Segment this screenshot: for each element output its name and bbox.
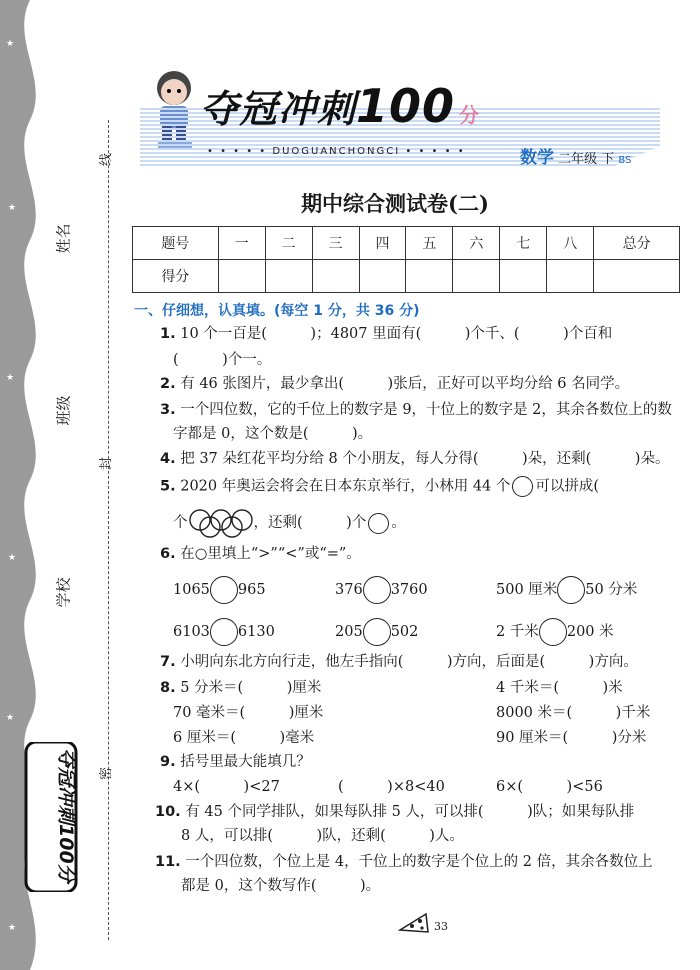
compare-item: 1065 965 (173, 576, 266, 604)
question-9-item: ( )×8<40 (338, 779, 445, 795)
page-title: 期中综合测试卷(二) (301, 191, 489, 216)
score-cell[interactable] (406, 260, 453, 293)
score-value-row (133, 260, 680, 293)
side-logo (18, 742, 88, 892)
binding-margin (0, 0, 118, 970)
page-number: 33 (434, 920, 448, 933)
compare-item: 376 3760 (335, 576, 428, 604)
question-5: 5. 2020 年奥运会将会在日本东京举行，小林用 44 个 可以拼成( (160, 476, 599, 497)
subject-name: 数学 (520, 148, 554, 168)
score-col-6: 六 (453, 227, 500, 260)
question-9: 9. 括号里最大能填几？ (160, 754, 311, 770)
compare-item: 6103 6130 (173, 618, 275, 646)
compare-item: 205 502 (335, 618, 418, 646)
score-cell[interactable] (453, 260, 500, 293)
compare-item: 500 厘米 50 分米 (496, 576, 637, 604)
binding-dashed-line (108, 120, 109, 940)
question-3: 3. 一个四位数，它的千位上的数字是 9，十位上的数字是 2，其余各数位上的数 (160, 402, 672, 418)
question-4: 4. 把 37 朵红花平均分给 8 个小朋友，每人分得( )朵，还剩( )朵。 (160, 451, 670, 467)
score-col-total: 总分 (594, 227, 680, 260)
compare-item: 2 千米 200 米 (496, 618, 614, 646)
edition-label: BS (618, 155, 632, 166)
question-11-cont: 都是 0，这个数写作( )。 (181, 878, 381, 894)
question-10-cont: 8 人，可以排( )队，还剩( )人。 (181, 828, 464, 844)
binding-line-label: 线 (99, 152, 115, 167)
circle-blank-icon (368, 513, 389, 534)
question-8: 8. 5 分米＝( )厘米 (160, 680, 322, 696)
score-cell[interactable] (500, 260, 547, 293)
circle-blank-icon (512, 476, 533, 497)
compare-circle[interactable] (210, 576, 238, 604)
cheese-icon (396, 906, 432, 936)
compare-circle[interactable] (210, 618, 238, 646)
name-label: 姓名 (54, 223, 73, 254)
score-col-4: 四 (359, 227, 406, 260)
brand-pinyin: • • • • • DUOGUANCHONGCI • • • • • (207, 146, 466, 157)
svg-text:★: ★ (8, 553, 17, 563)
score-col-label: 题号 (133, 227, 219, 260)
svg-text:★: ★ (8, 203, 17, 213)
class-label: 班级 (54, 395, 73, 426)
score-cell[interactable] (359, 260, 406, 293)
question-8-item: 70 毫米＝( )厘米 (173, 705, 324, 721)
section-heading: 一、仔细想，认真填。(每空 1 分，共 36 分) (134, 303, 420, 319)
question-1: 1. 10 个一百是( )；4807 里面有( )个千、( )个百和 (160, 326, 613, 342)
side-logo-text: 夺冠冲刺100分 (55, 748, 77, 883)
question-1-cont: ( )个一。 (173, 352, 272, 368)
score-col-8: 八 (547, 227, 594, 260)
question-5-cont: 个 ，还剩( )个 。 (173, 508, 406, 538)
question-2: 2. 有 46 张图片，最少拿出( )张后，正好可以平均分给 6 名同学。 (160, 376, 630, 392)
score-col-3: 三 (312, 227, 359, 260)
score-col-5: 五 (406, 227, 453, 260)
brand-unit: 分 (459, 103, 481, 127)
brand-logo (200, 78, 480, 133)
subject-grade (520, 143, 631, 168)
question-9-item: 4×( )<27 (173, 779, 280, 795)
compare-circle[interactable] (539, 618, 567, 646)
svg-text:★: ★ (8, 923, 17, 933)
question-11: 11. 一个四位数，个位上是 4，千位上的数字是个位上的 2 倍，其余各数位上 (155, 854, 653, 870)
score-table (132, 226, 680, 293)
score-header-row (133, 227, 680, 260)
question-8-item: 4 千米＝( )米 (496, 680, 623, 696)
question-10: 10. 有 45 个同学排队，如果每队排 5 人，可以排( )队；如果每队排 (155, 804, 635, 820)
score-cell[interactable] (265, 260, 312, 293)
score-cell[interactable] (594, 260, 680, 293)
score-cell[interactable] (218, 260, 265, 293)
question-3-cont: 字都是 0，这个数是( )。 (173, 426, 373, 442)
school-label: 学校 (54, 577, 73, 608)
brand-text: 夺冠冲刺 (200, 87, 357, 131)
score-col-2: 二 (265, 227, 312, 260)
grade-label: 二年级 下 (558, 152, 615, 167)
question-6: 6. 在○里填上“>”“<”或“=”。 (160, 546, 361, 562)
score-row-label: 得分 (133, 260, 219, 293)
svg-text:★: ★ (6, 39, 15, 49)
question-8-item: 90 厘米＝( )分米 (496, 730, 647, 746)
score-cell[interactable] (312, 260, 359, 293)
binding-secret-label: 密 (99, 766, 115, 781)
question-9-item: 6×( )<56 (496, 779, 603, 795)
binding-seal-label: 封 (99, 456, 115, 471)
compare-circle[interactable] (363, 576, 391, 604)
score-col-7: 七 (500, 227, 547, 260)
question-7: 7. 小明向东北方向行走，他左手指向( )方向，后面是( )方向。 (160, 654, 638, 670)
svg-text:★: ★ (6, 373, 15, 383)
score-cell[interactable] (547, 260, 594, 293)
compare-circle[interactable] (363, 618, 391, 646)
compare-circle[interactable] (557, 576, 585, 604)
svg-text:★: ★ (6, 713, 15, 723)
question-8-item: 6 厘米＝( )毫米 (173, 730, 315, 746)
olympic-rings-icon (188, 508, 254, 538)
question-8-item: 8000 米＝( )千米 (496, 705, 651, 721)
brand-number: 100 (356, 79, 456, 133)
score-col-1: 一 (218, 227, 265, 260)
